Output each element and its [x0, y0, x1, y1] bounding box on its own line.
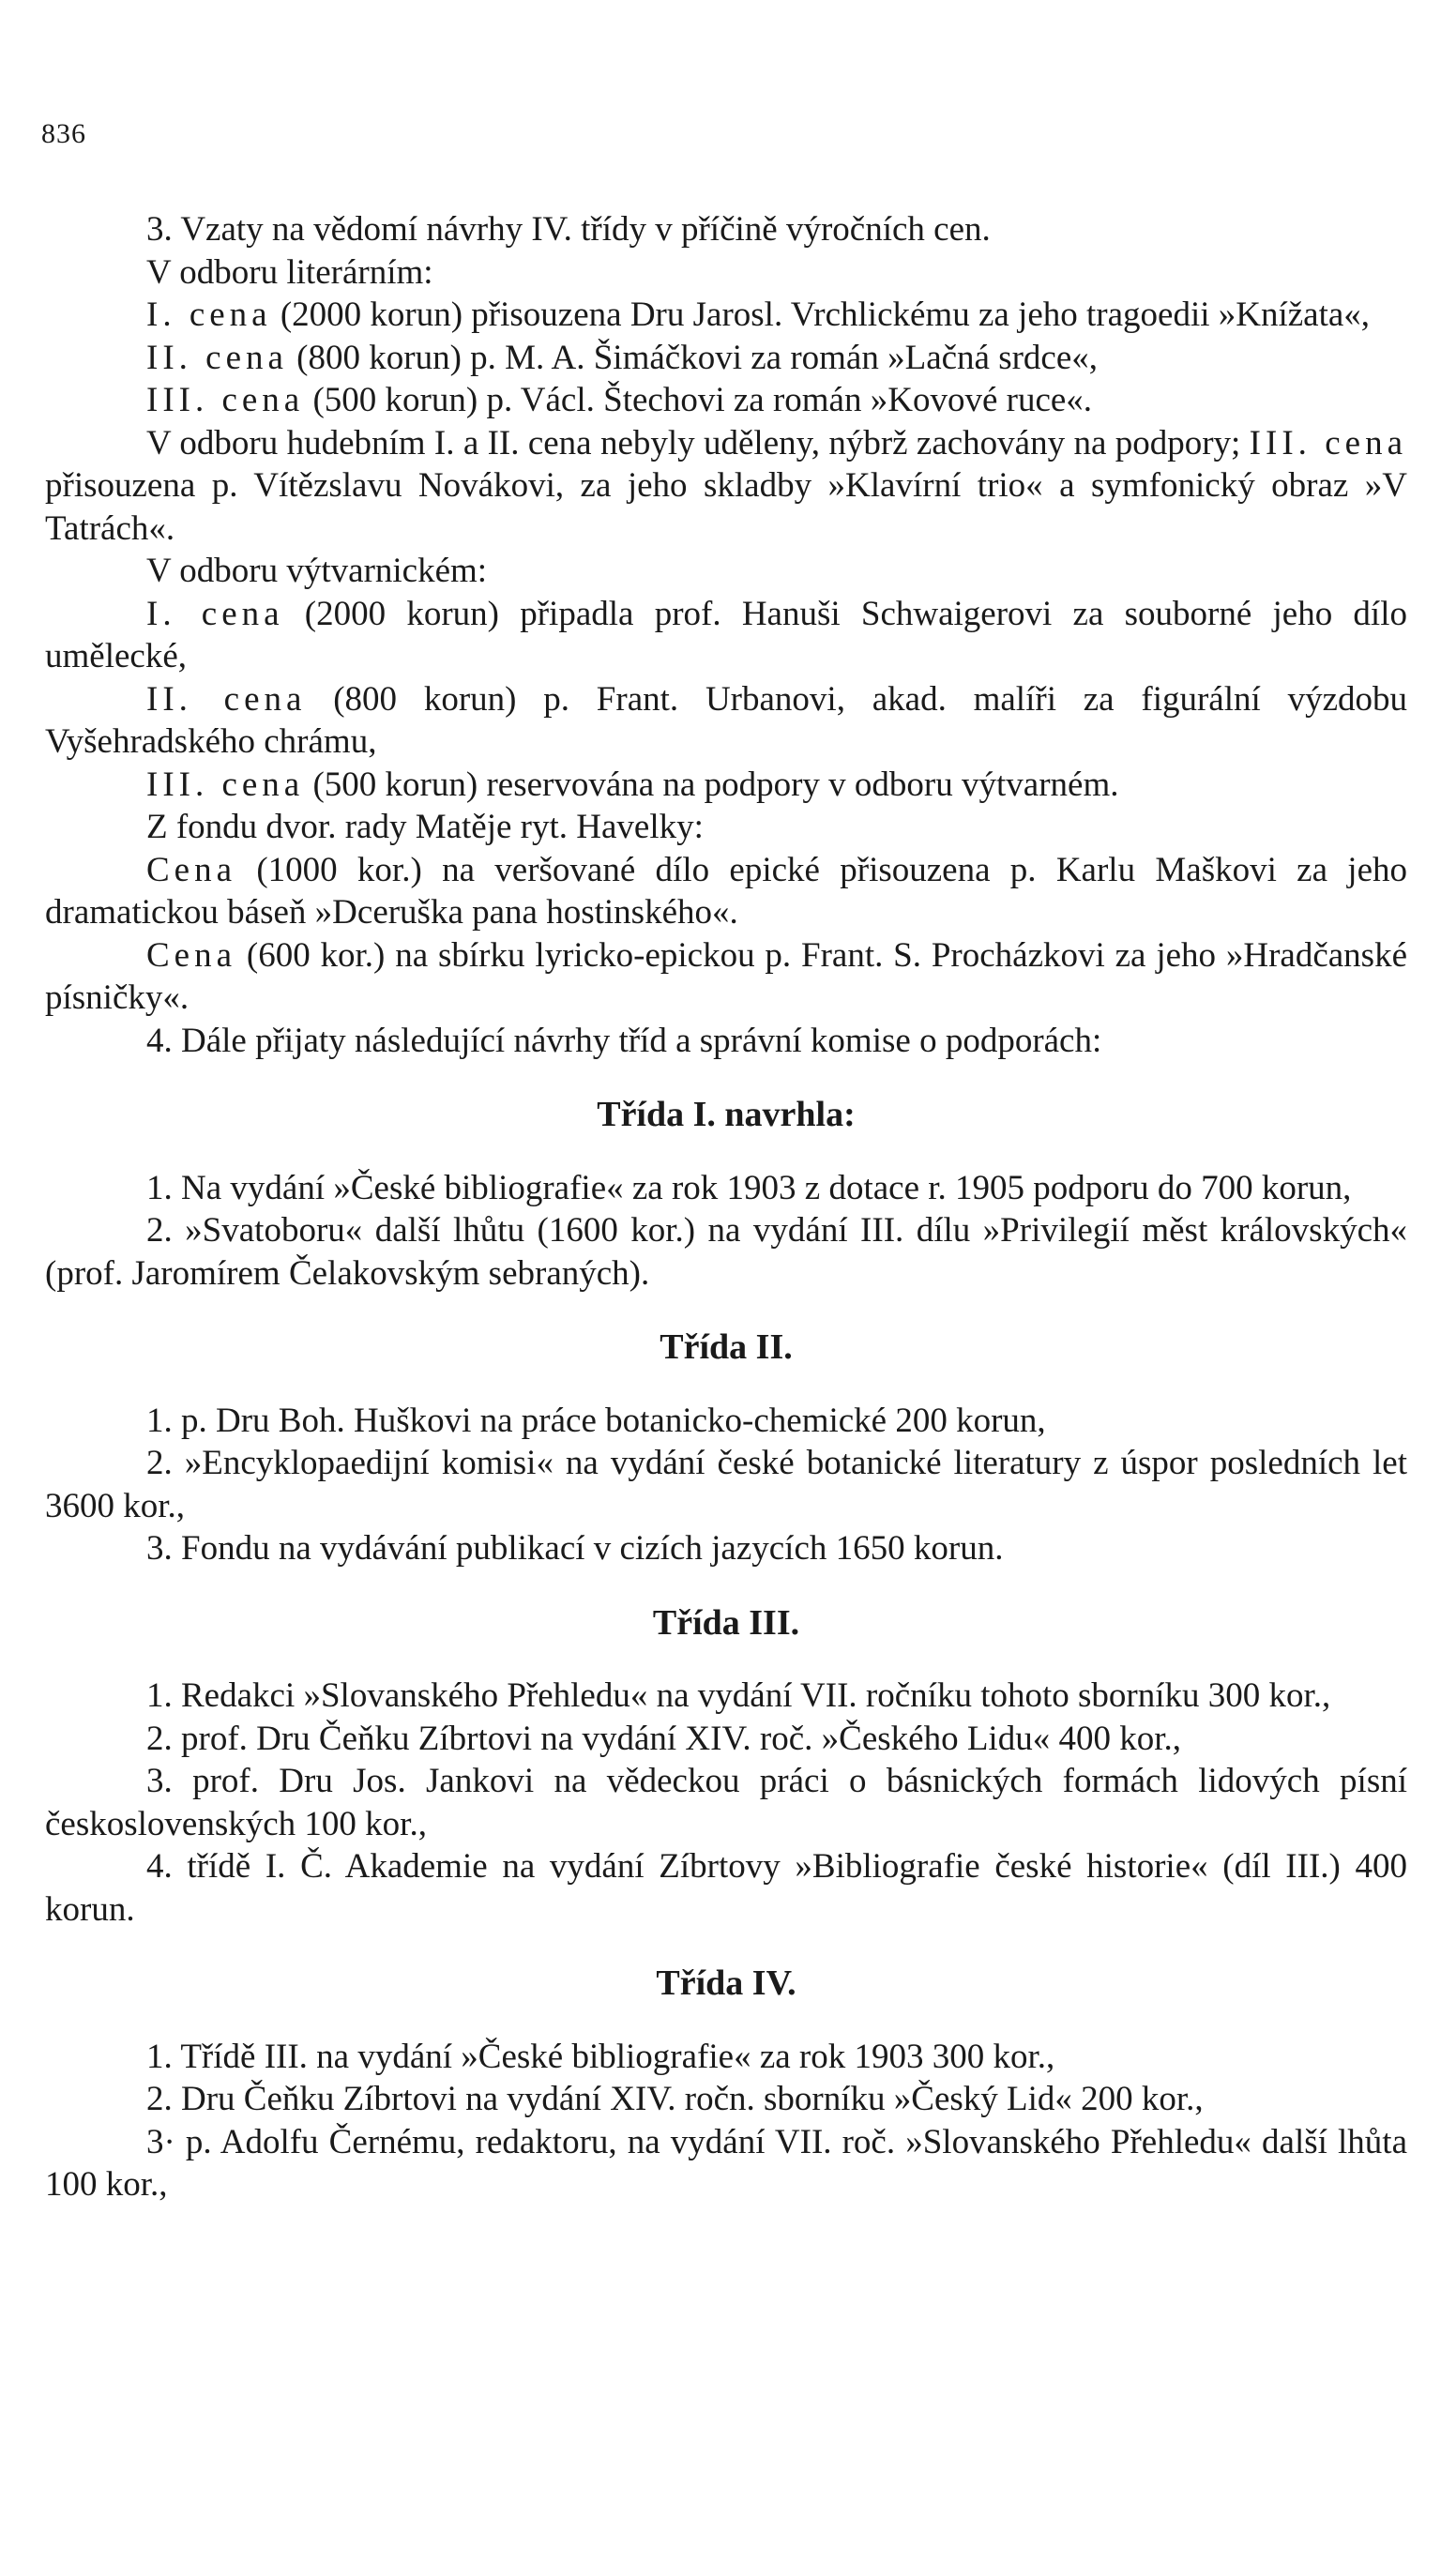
body-text	[45, 208, 1407, 2206]
paragraph-music-section: V odboru hudebním I. a II. cena nebyly uděleny, nýbrž zachovány na podpory; III. cena přisouzena p. Vítězslavu Novákovi, za jeho skladby »Klavírní trio« a symfonický obraz »V Tatrách«.	[45, 423, 1408, 548]
list-item: 2. prof. Dru Čeňku Zíbrtovi na vydání XIV. roč. »Českého Lidu« 400 kor.,	[146, 1719, 1181, 1758]
section-heading-class-2: Třída II.	[660, 1327, 793, 1367]
paragraph-art-prize-1: I. cena (2000 korun) připadla prof. Hanuši Schwaigerovi za souborné jeho dílo umělecké,	[45, 594, 1407, 675]
paragraph-literary-section: V odboru literárním:	[146, 252, 433, 292]
section-heading-class-3: Třída III.	[652, 1602, 800, 1643]
list-item: 2. Dru Čeňku Zíbrtovi na vydání XIV. ročn. sborníku »Český Lid« 200 kor.,	[146, 2080, 1204, 2118]
list-item: 3. prof. Dru Jos. Jankovi na vědeckou práci o básnických formách lidových písní československých 100 kor.,	[45, 1762, 1407, 1843]
paragraph-literary-prize-2: II. cena (800 korun) p. M. A. Šimáčkovi za román »Lačná srdce«,	[146, 338, 1099, 377]
list-item: 1. p. Dru Boh. Huškovi na práce botanicko-chemické 200 korun,	[146, 1401, 1046, 1440]
paragraph-havelka-prize-2: Cena (600 kor.) na sbírku lyricko-epickou p. Frant. S. Procházkovi za jeho »Hradčanské písničky«.	[45, 935, 1407, 1017]
paragraph-art-prize-2: II. cena (800 korun) p. Frant. Urbanovi, akad. malíři za figurální výzdobu Vyšehradského chrámu,	[45, 679, 1407, 761]
list-item: 4. třídě I. Č. Akademie na vydání Zíbrtovy »Bibliografie české historie« (díl III.) 400 korun.	[45, 1847, 1407, 1929]
paragraph-havelka-prize-1: Cena (1000 kor.) na veršované dílo epické přisouzena p. Karlu Maškovi za jeho dramatickou báseň »Dceruška pana hostinského«.	[45, 850, 1407, 932]
list-item: 3. Fondu na vydávání publikací v cizích jazycích 1650 korun.	[146, 1529, 1004, 1568]
paragraph-prize-intro: 3. Vzaty na vědomí návrhy IV. třídy v příčině výročních cen.	[146, 210, 991, 249]
paragraph-support-intro: 4. Dále přijaty následující návrhy tříd a správní komise o podporách:	[146, 1021, 1102, 1060]
paragraph-art-prize-3: III. cena (500 korun) reservována na podpory v odboru výtvarném.	[146, 765, 1119, 804]
list-item: 1. Na vydání »České bibliografie« za rok 1903 z dotace r. 1905 podporu do 700 korun,	[146, 1168, 1352, 1207]
list-item: 1. Redakci »Slovanského Přehledu« na vydání VII. ročníku tohoto sborníku 300 kor.,	[146, 1676, 1331, 1715]
page-number: 836	[41, 118, 86, 149]
section-heading-class-4: Třída IV.	[656, 1963, 796, 2003]
list-item: 2. »Encyklopaedijní komisi« na vydání české botanické literatury z úspor posledních let 3600 kor.,	[45, 1444, 1407, 1525]
section-heading-class-1: Třída I. navrhla:	[597, 1095, 856, 1134]
paragraph-art-section: V odboru výtvarnickém:	[146, 552, 488, 590]
list-item: 3· p. Adolfu Černému, redaktoru, na vydání VII. roč. »Slovanského Přehledu« další lhůta 100 kor.,	[45, 2122, 1407, 2204]
paragraph-literary-prize-1: I. cena (2000 korun) přisouzena Dru Jarosl. Vrchlickému za jeho tragoedii »Knížata«,	[146, 296, 1371, 334]
list-item: 1. Třídě III. na vydání »České bibliografie« za rok 1903 300 kor.,	[146, 2037, 1055, 2076]
list-item: 2. »Svatoboru« další lhůtu (1600 kor.) na vydání III. dílu »Privilegií měst královských« (prof. Jaromírem Čelakovským sebraných).	[45, 1211, 1407, 1293]
paragraph-havelka-fund: Z fondu dvor. rady Matěje ryt. Havelky:	[146, 808, 704, 846]
paragraph-literary-prize-3: III. cena (500 korun) p. Václ. Štechovi za román »Kovové ruce«.	[146, 381, 1093, 419]
